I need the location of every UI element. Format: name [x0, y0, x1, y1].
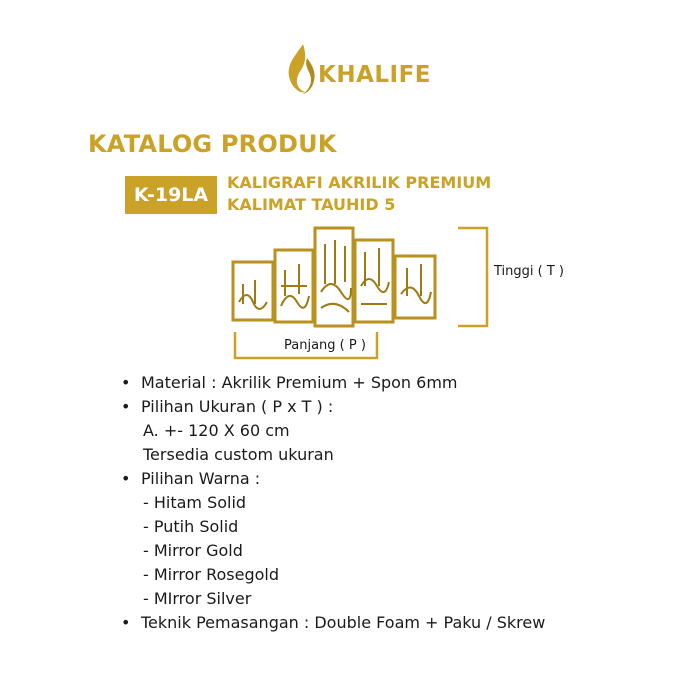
spec-list [121, 371, 545, 635]
spec-color-item: - Mirror Rosegold [143, 565, 279, 584]
spec-install: • Teknik Pemasangan : Double Foam + Paku / Skrew [121, 613, 546, 632]
height-label: Tinggi ( T ) [494, 264, 564, 279]
spec-color-item: - Putih Solid [143, 517, 239, 536]
height-bracket [458, 228, 487, 326]
brand-name: KHALIFE [318, 62, 432, 88]
calligraphy-strokes [239, 240, 431, 312]
page-title: KATALOG PRODUK [88, 130, 337, 158]
spec-material: • Material : Akrilik Premium + Spon 6mm [121, 373, 458, 392]
spec-color-item: - Mirror Gold [143, 541, 243, 560]
spec-size-custom: Tersedia custom ukuran [143, 445, 334, 464]
spec-size-heading: • Pilihan Ukuran ( P x T ) : [121, 397, 334, 416]
spec-color-item: - MIrror Silver [143, 589, 252, 608]
product-name-line-1: KALIGRAFI AKRILIK PREMIUM [227, 173, 492, 192]
spec-size-option: A. +- 120 X 60 cm [143, 421, 290, 440]
flame-logo-icon [283, 40, 323, 100]
spec-color-item: - Hitam Solid [143, 493, 247, 512]
spec-color-heading: • Pilihan Warna : [121, 469, 261, 488]
product-code-badge: K-19LA [125, 176, 217, 214]
product-name-line-2: KALIMAT TAUHID 5 [227, 195, 396, 214]
length-label: Panjang ( P ) [284, 338, 366, 353]
product-name [227, 172, 491, 216]
